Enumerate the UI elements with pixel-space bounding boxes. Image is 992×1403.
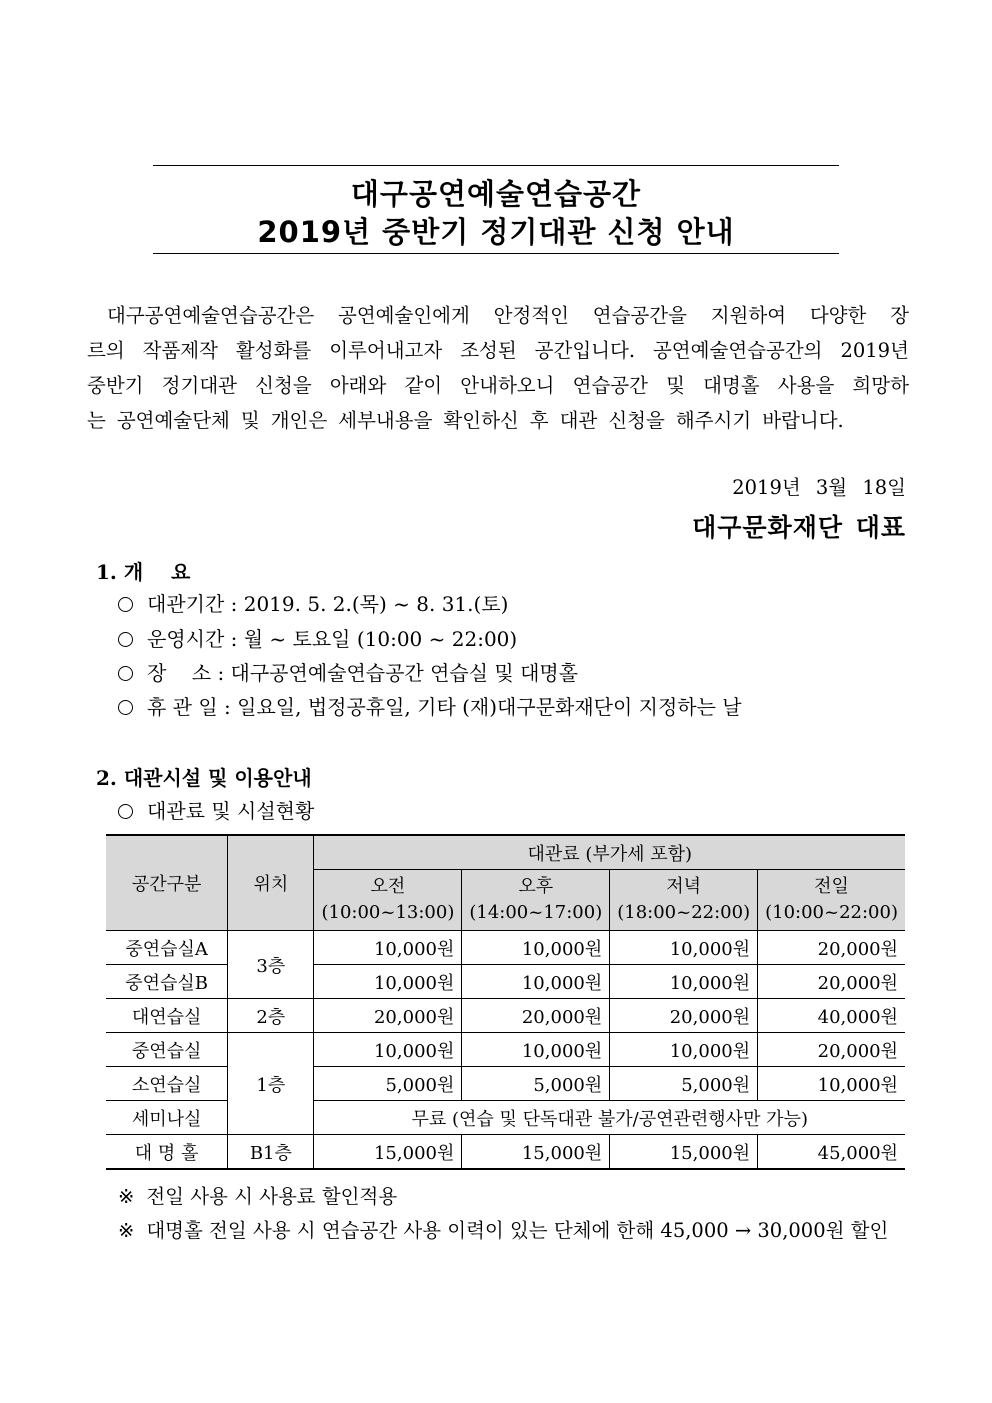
note-text: 전일 사용 시 사용료 할인적용 [146,1185,398,1208]
circle-bullet-icon [118,700,133,715]
cell-fee-merged: 무료 (연습 및 단독대관 불가/공연관련행사만 가능) [314,1101,905,1135]
cell-fee: 10,000원 [314,931,462,965]
intro-word: 다양한 [809,304,867,327]
reference-mark-icon: ※ [118,1219,135,1242]
notice-date: 2019년 3월 18일 [732,476,906,499]
cell-fee: 20,000원 [758,1033,905,1067]
intro-word: 2019년 [840,339,909,362]
cell-fee: 15,000원 [610,1135,758,1170]
intro-word: 지원하여 [710,304,787,327]
overview-item [118,623,517,652]
cell-space: 소연습실 [106,1067,228,1101]
intro-word: 해주시기 [675,409,752,432]
header-period: 저녁 (18:00~22:00) [610,870,758,931]
note [118,1181,397,1209]
header-period: 오전 (10:00~13:00) [314,870,462,931]
cell-fee: 10,000원 [314,965,462,999]
intro-word: 는 [87,409,106,432]
intro-word: 조성된 [460,339,517,362]
intro-word: 세부내용을 [338,409,433,432]
cell-fee: 10,000원 [462,965,610,999]
intro-word: 및 [666,374,685,397]
title-top-rule [153,165,839,166]
overview-item-value: : 일요일, 법정공휴일, 기타 (재)대구문화재단이 지정하는 날 [224,695,742,719]
cell-fee: 40,000원 [758,999,905,1033]
cell-fee: 20,000원 [610,999,758,1033]
circle-bullet-icon [118,597,133,612]
section-2-subheading [118,795,314,824]
intro-word: 이루어내고자 [329,339,443,362]
reference-mark-icon: ※ [118,1185,135,1208]
intro-word: 대명홀 [703,374,760,397]
cell-fee: 20,000원 [758,931,905,965]
cell-space: 대 명 홀 [106,1135,228,1170]
cell-fee: 10,000원 [610,931,758,965]
cell-space: 중연습실B [106,965,228,999]
overview-item [118,657,578,686]
overview-item-value: : 월 ~ 토요일 (10:00 ~ 22:00) [230,627,518,651]
table-row [106,1033,905,1067]
cell-fee: 20,000원 [462,999,610,1033]
section-2-subheading-text: 대관료 및 시설현황 [147,799,315,823]
intro-word: 및 [240,409,260,432]
circle-bullet-icon [118,632,133,647]
title-line-2: 2019년 중반기 정기대관 신청 안내 [257,215,735,249]
intro-word: 공간입니다. [534,339,636,362]
cell-fee: 5,000원 [314,1067,462,1101]
cell-space: 대연습실 [106,999,228,1033]
intro-line [87,298,909,333]
cell-location: 2층 [228,999,314,1033]
cell-fee: 5,000원 [610,1067,758,1101]
table-row [106,965,905,999]
overview-item-label: 장 소 [147,661,212,685]
overview-item-label: 휴 관 일 [147,695,218,719]
circle-bullet-icon [118,804,133,819]
intro-word: 중반기 [87,374,144,397]
cell-fee: 10,000원 [610,1033,758,1067]
cell-location: B1층 [228,1135,314,1170]
header-space: 공간구분 [106,835,228,931]
cell-space: 중연습실 [106,1033,228,1067]
intro-word: 사용을 [777,374,835,397]
note [118,1215,888,1243]
cell-fee: 5,000원 [462,1067,610,1101]
intro-word: 같이 [404,374,443,397]
intro-word: 개인은 [270,409,328,432]
cell-fee: 10,000원 [758,1067,905,1101]
intro-word: 후 [529,409,549,432]
table-row [106,1067,905,1101]
intro-word: 아래와 [329,374,387,397]
title-line-1: 대구공연예술연습공간 [350,177,642,211]
header-period: 오후 (14:00~17:00) [462,870,610,931]
intro-word: 신청을 [255,374,312,397]
intro-word: 공연예술인에게 [337,304,470,327]
circle-bullet-icon [118,666,133,681]
intro-line [87,333,909,368]
table-header-row [106,835,905,870]
cell-fee: 15,000원 [314,1135,462,1170]
fee-table [106,834,905,1170]
intro-word: 연습공간을 [592,304,687,327]
table-row [106,1135,905,1170]
intro-word: 안정적인 [493,304,569,327]
intro-word: 희망하 [852,374,909,397]
intro-word: 확인하신 [443,409,519,432]
header-period: 전일 (10:00~22:00) [758,870,905,931]
intro-word: 활성화를 [235,339,312,362]
cell-space: 중연습실A [106,931,228,965]
cell-fee: 45,000원 [758,1135,905,1170]
overview-item [118,691,742,720]
intro-word: 대관 [559,409,598,432]
cell-fee: 20,000원 [314,999,462,1033]
intro-line [87,403,909,438]
cell-fee: 10,000원 [314,1033,462,1067]
overview-item-value: : 2019. 5. 2.(목) ~ 8. 31.(토) [230,592,509,616]
intro-word: 공연예술단체 [116,409,230,432]
intro-word: 대구공연예술연습공간은 [107,304,315,327]
cell-fee: 10,000원 [462,1033,610,1067]
section-2-heading: 2. 대관시설 및 이용안내 [96,766,312,790]
cell-location: 3층 [228,931,314,999]
cell-fee: 10,000원 [610,965,758,999]
intro-word: 안내하오니 [460,374,555,397]
table-row [106,1101,905,1135]
cell-space: 세미나실 [106,1101,228,1135]
overview-item [118,588,508,617]
intro-paragraph [87,298,909,438]
note-text: 대명홀 전일 사용 시 연습공간 사용 이력이 있는 단체에 한해 45,000 → 30,000원 할인 [146,1219,889,1242]
intro-word: 신청을 [608,409,665,432]
title-bottom-rule [153,253,839,254]
intro-line [87,368,909,403]
cell-location: 1층 [228,1033,314,1135]
overview-item-value: : 대구공연예술연습공간 연습실 및 대명홀 [217,661,579,685]
cell-fee: 15,000원 [462,1135,610,1170]
overview-item-label: 운영시간 [147,627,225,651]
cell-fee: 10,000원 [462,931,610,965]
signer-name: 대구문화재단 대표 [692,513,906,542]
intro-word: 장 [890,304,909,327]
overview-item-label: 대관기간 [147,592,225,616]
header-fee-group: 대관료 (부가세 포함) [314,835,905,870]
intro-word: 작품제작 [142,339,218,362]
intro-word: 연습공간 [572,374,648,397]
table-row [106,931,905,965]
intro-word: 바랍니다. [762,409,844,432]
header-location: 위치 [228,835,314,931]
table-row [106,999,905,1033]
intro-word: 르의 [87,339,125,362]
section-1-heading: 1. 개 요 [96,560,191,584]
intro-word: 공연예술연습공간의 [652,339,823,362]
cell-fee: 20,000원 [758,965,905,999]
intro-word: 정기대관 [161,374,238,397]
